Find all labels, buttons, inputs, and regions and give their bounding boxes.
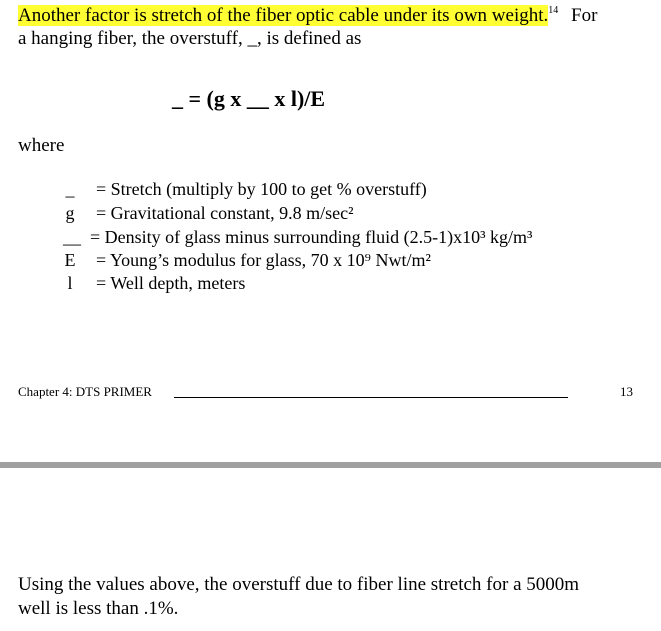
- stretch-formula: _ = (g x __ x l)/E: [172, 86, 326, 111]
- bottom-paragraph-line-2: well is less than .1%.: [18, 598, 179, 619]
- definition-text: = Well depth, meters: [96, 273, 246, 293]
- footnote-reference: 14: [548, 5, 559, 16]
- highlighted-sentence: Another factor is stretch of the fiber optic cable under its own weight.: [18, 5, 549, 26]
- footer-chapter: Chapter 4: DTS PRIMER: [18, 384, 152, 399]
- definition-text: = Density of glass minus surrounding fluid (2.5-1)x10³ kg/m³: [90, 227, 533, 247]
- definition-symbol: E: [64, 250, 76, 270]
- definition-symbol: _: [65, 179, 75, 199]
- footer-rule: [174, 397, 568, 398]
- paragraph-line-2: a hanging fiber, the overstuff, _, is defined as: [18, 28, 362, 49]
- paragraph-line-1: [18, 5, 597, 27]
- page-divider: [0, 462, 661, 468]
- definition-text: = Young’s modulus for glass, 70 x 10⁹ Nwt/m²: [96, 250, 431, 270]
- footer-page-number: 13: [620, 384, 633, 399]
- definition-text: = Stretch (multiply by 100 to get % overstuff): [96, 179, 427, 199]
- paragraph-line-1-tail: For: [571, 5, 598, 26]
- bottom-paragraph-line-1: Using the values above, the overstuff due to fiber line stretch for a 5000m: [18, 574, 580, 595]
- definition-symbol: g: [65, 203, 75, 223]
- where-label: where: [18, 135, 65, 156]
- definition-symbol: __: [63, 227, 81, 247]
- definition-symbol: l: [67, 273, 73, 293]
- definition-text: = Gravitational constant, 9.8 m/sec²: [96, 203, 354, 223]
